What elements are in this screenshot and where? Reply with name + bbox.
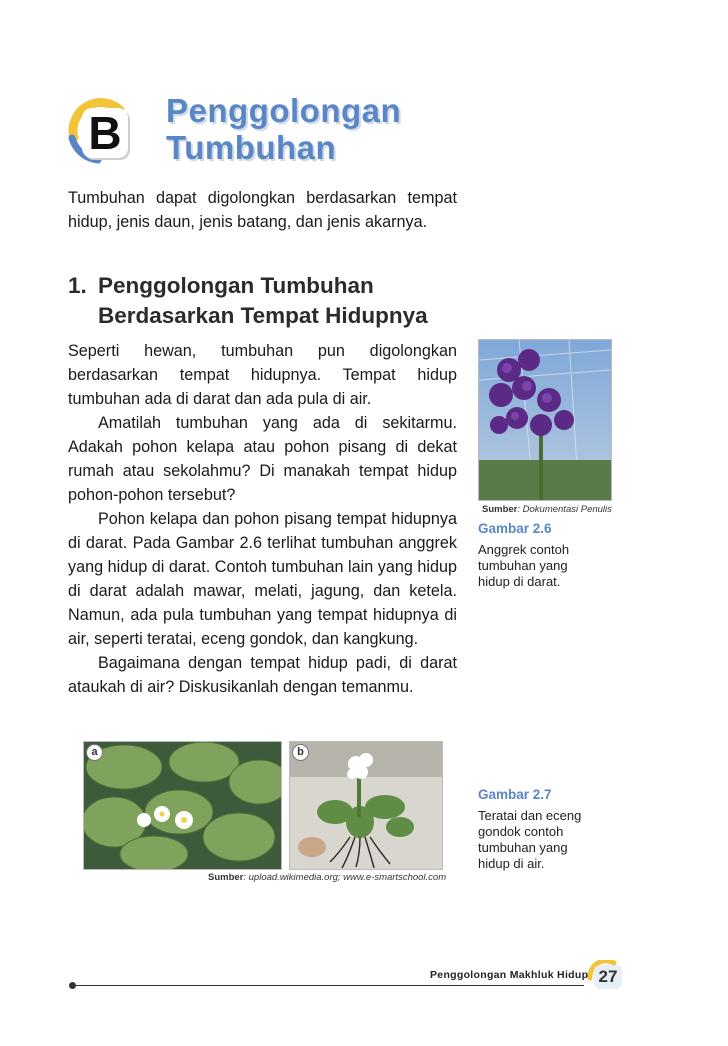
figure-2-6-source-text: : Dokumentasi Penulis <box>517 504 612 515</box>
subsection-title-line1: Penggolongan Tumbuhan <box>98 273 374 298</box>
section-title-line1: Penggolongan <box>166 92 402 129</box>
water-lily-photo <box>83 741 282 870</box>
paragraph-2: Amatilah tumbuhan yang ada di sekitarmu. Adakah pohon kelapa atau pohon pisang di dekat rumah atau sekolahmu? Di manakah tempat hidup pohon-pohon tersebut? <box>68 414 457 504</box>
subsection-number: 1. <box>68 273 87 298</box>
figure-tag-b: b <box>292 744 309 761</box>
section-badge <box>68 98 134 164</box>
paragraph-4: Bagaimana dengan tempat hidup padi, di darat ataukah di air? Diskusikanlah dengan temanmu. <box>68 654 457 696</box>
figure-2-7-source-label: Sumber <box>208 872 244 883</box>
orchid-photo <box>478 339 612 501</box>
figure-tag-a: a <box>86 744 103 761</box>
figure-2-7-label: Gambar 2.7 <box>478 787 552 802</box>
body-text <box>68 339 457 699</box>
paragraph-1: Seperti hewan, tumbuhan pun digolongkan berdasarkan tempat hidupnya. Tempat hidup tumbuhan ada di darat dan ada pula di air. <box>68 342 457 408</box>
figure-2-6-source <box>482 504 612 515</box>
paragraph-3: Pohon kelapa dan pohon pisang tempat hidupnya di darat. Pada Gambar 2.6 terlihat tumbuhan anggrek yang hidup di darat. Contoh tumbuhan lain yang hidup di darat adalah mawar, melati, jagung, dan ketela. Namun, ada pula tumbuhan yang tempat hidupnya di air, seperti teratai, eceng gondok, dan kangkung. <box>68 510 457 648</box>
section-title-line2: Tumbuhan <box>166 129 337 166</box>
page-number-box <box>584 960 628 992</box>
figure-2-6-source-label: Sumber <box>482 504 518 515</box>
footer-rule <box>72 985 584 986</box>
water-hyacinth-photo <box>289 741 443 870</box>
figure-2-6-caption: Anggrek contoh tumbuhan yang hidup di darat. <box>478 542 570 589</box>
footer-chapter: Penggolongan Makhluk Hidup <box>430 969 589 981</box>
intro-paragraph: Tumbuhan dapat digolongkan berdasarkan tempat hidup, jenis daun, jenis batang, dan jenis akarnya. <box>68 189 457 231</box>
subsection-title-line2: Berdasarkan Tempat Hidupnya <box>98 303 428 328</box>
figure-2-7-caption: Teratai dan eceng gondok contoh tumbuhan yang hidup di air. <box>478 808 582 871</box>
section-letter: B <box>82 108 128 158</box>
figure-2-7-source-text: : upload.wikimedia.org; www.e-smartschool.com <box>243 872 447 883</box>
section-title <box>166 92 401 166</box>
figure-2-7-source <box>208 872 446 883</box>
page-number: 27 <box>594 965 622 989</box>
subsection-heading <box>68 271 468 331</box>
figure-2-6-label: Gambar 2.6 <box>478 521 552 536</box>
